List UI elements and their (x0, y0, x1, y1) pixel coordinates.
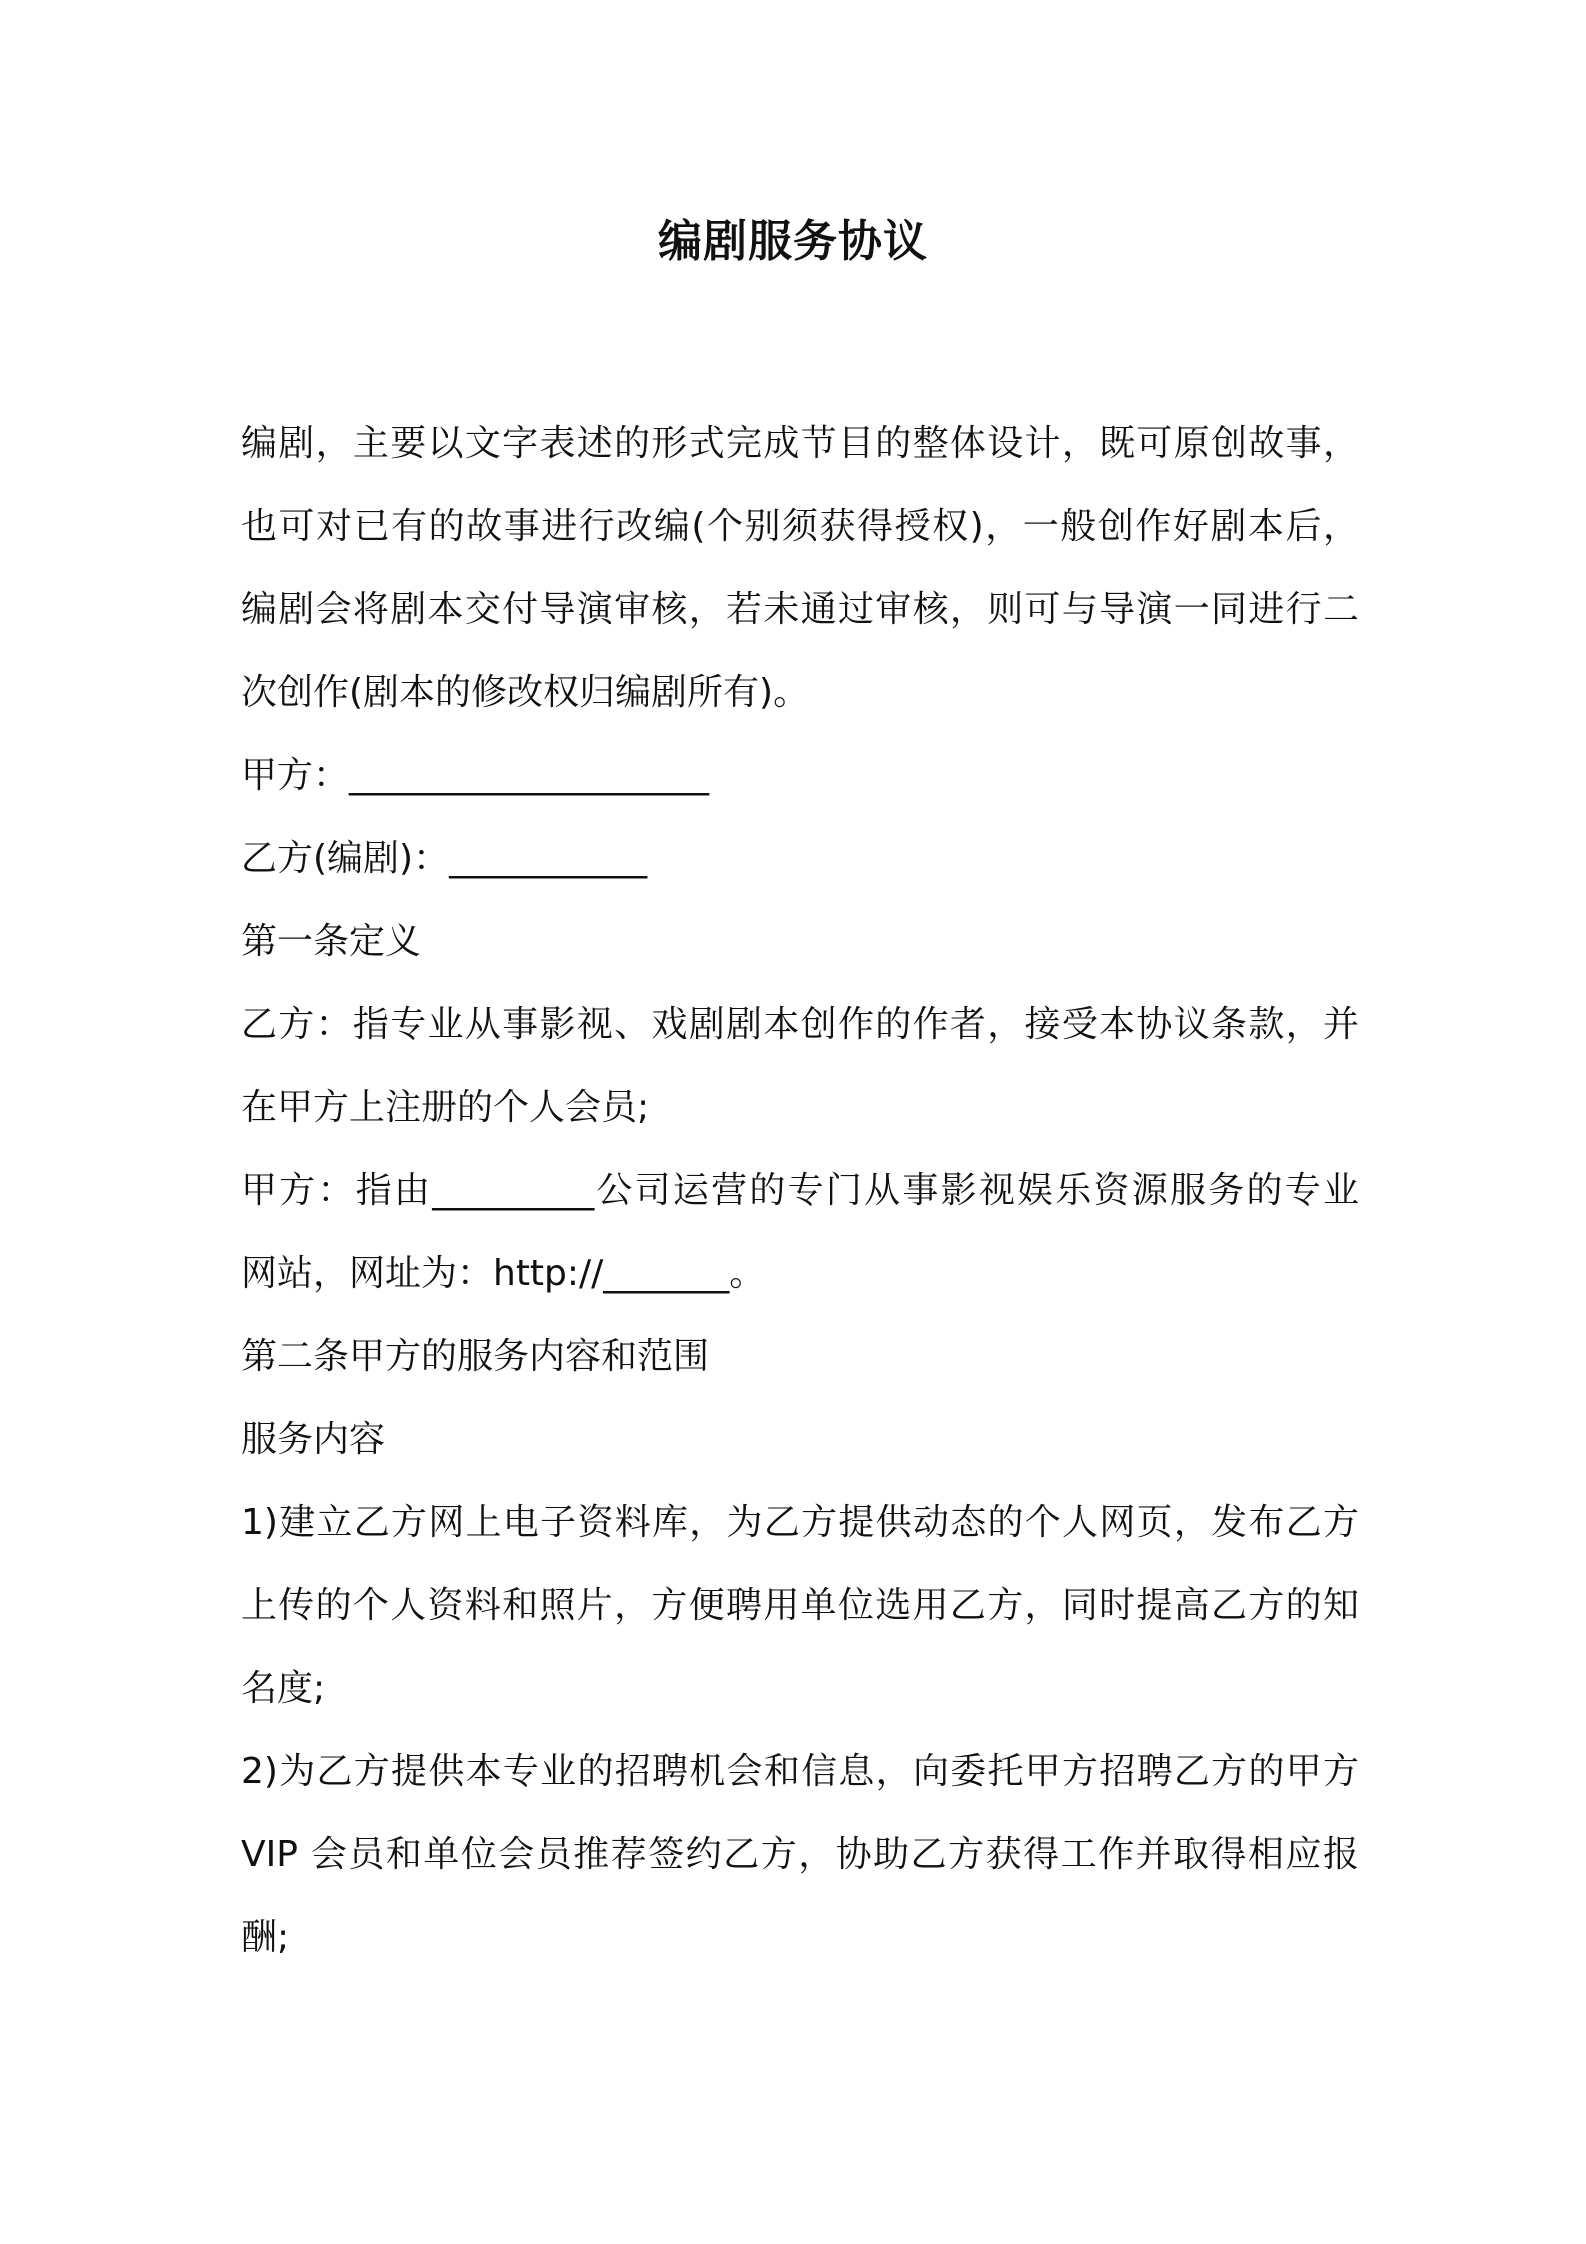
section-heading: 第一条定义 (241, 921, 422, 962)
party-b-line: 乙方(编剧)：___________ (241, 838, 648, 879)
party-a-line: 甲方：____________________ (241, 755, 710, 796)
section-heading: 第二条甲方的服务内容和范围 (241, 1336, 710, 1377)
list-item-line: VIP 会员和单位会员推荐签约乙方，协助乙方获得工作并取得相应报 (241, 1834, 1359, 1875)
paragraph-line: 编剧会将剧本交付导演审核，若未通过审核，则可与导演一同进行二 (241, 589, 1359, 630)
paragraph-line: 甲方：指由_________公司运营的专门从事影视娱乐资源服务的专业 (241, 1170, 1359, 1211)
paragraph-line: 乙方：指专业从事影视、戏剧剧本创作的作者，接受本协议条款，并 (241, 1004, 1359, 1045)
list-item-line: 酬; (241, 1917, 290, 1958)
document-body (241, 402, 1359, 1979)
list-item-line: 名度; (241, 1668, 326, 1709)
paragraph-line: 也可对已有的故事进行改编(个别须获得授权)，一般创作好剧本后， (241, 506, 1359, 547)
list-item-line: 上传的个人资料和照片，方便聘用单位选用乙方，同时提高乙方的知 (241, 1585, 1359, 1626)
paragraph-line: 网站，网址为：http://_______。 (241, 1253, 766, 1294)
paragraph-line: 次创作(剧本的修改权归编剧所有)。 (241, 672, 810, 713)
paragraph-line: 在甲方上注册的个人会员; (241, 1087, 650, 1128)
list-item-line: 2)为乙方提供本专业的招聘机会和信息，向委托甲方招聘乙方的甲方 (241, 1751, 1359, 1792)
document-title: 编剧服务协议 (658, 216, 928, 267)
paragraph-line: 编剧，主要以文字表述的形式完成节目的整体设计，既可原创故事， (241, 423, 1359, 464)
subsection-heading: 服务内容 (241, 1419, 386, 1460)
list-item-line: 1)建立乙方网上电子资料库，为乙方提供动态的个人网页，发布乙方 (241, 1502, 1359, 1543)
